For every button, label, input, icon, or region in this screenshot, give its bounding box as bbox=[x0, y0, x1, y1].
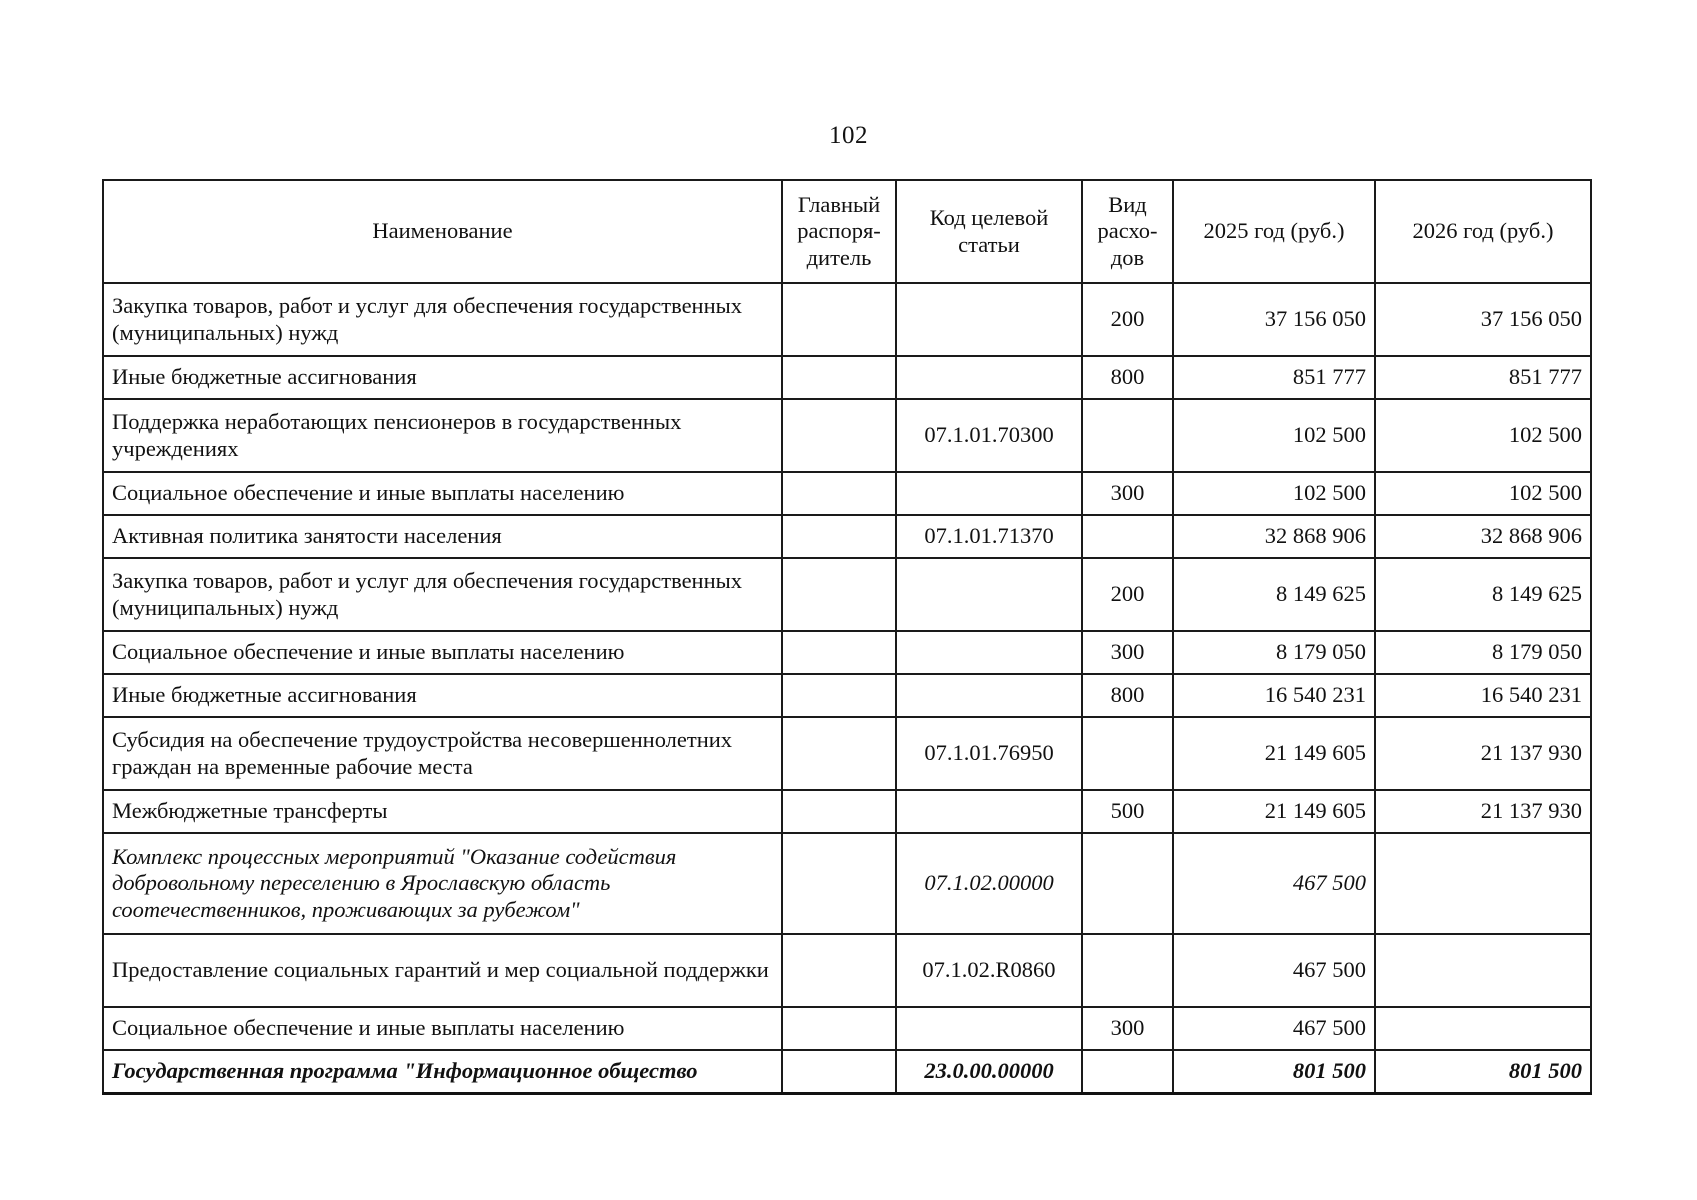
row-expense-type bbox=[1082, 1050, 1173, 1094]
table-row bbox=[103, 515, 1591, 558]
row-expense-type bbox=[1082, 833, 1173, 934]
row-expense-type: 500 bbox=[1082, 790, 1173, 833]
row-amount-2025: 467 500 bbox=[1173, 1007, 1375, 1050]
row-amount-2025: 8 179 050 bbox=[1173, 631, 1375, 674]
row-name: Субсидия на обеспечение трудоустройства несовершеннолетних граждан на временные рабочие места bbox=[103, 717, 782, 790]
row-amount-2026 bbox=[1375, 1007, 1591, 1050]
row-target-code: 23.0.00.00000 bbox=[896, 1050, 1082, 1094]
table-row bbox=[103, 717, 1591, 790]
row-amount-2026: 37 156 050 bbox=[1375, 283, 1591, 356]
table-row bbox=[103, 1007, 1591, 1050]
row-amount-2025: 467 500 bbox=[1173, 934, 1375, 1007]
row-name: Предоставление социальных гарантий и мер социальной поддержки bbox=[103, 934, 782, 1007]
table-row bbox=[103, 674, 1591, 717]
row-expense-type: 800 bbox=[1082, 674, 1173, 717]
header-expense-type: Вид расхо-дов bbox=[1082, 180, 1173, 283]
row-target-code bbox=[896, 790, 1082, 833]
row-expense-type bbox=[1082, 515, 1173, 558]
row-target-code: 07.1.02.00000 bbox=[896, 833, 1082, 934]
row-manager bbox=[782, 399, 896, 472]
row-target-code bbox=[896, 674, 1082, 717]
table-row bbox=[103, 790, 1591, 833]
row-name: Закупка товаров, работ и услуг для обеспечения государственных (муниципальных) нужд bbox=[103, 283, 782, 356]
row-target-code bbox=[896, 472, 1082, 515]
row-amount-2026: 21 137 930 bbox=[1375, 790, 1591, 833]
table-row-process-complex bbox=[103, 833, 1591, 934]
table-header-row bbox=[103, 180, 1591, 283]
row-amount-2026: 851 777 bbox=[1375, 356, 1591, 399]
row-expense-type: 200 bbox=[1082, 283, 1173, 356]
row-name: Социальное обеспечение и иные выплаты населению bbox=[103, 1007, 782, 1050]
row-target-code: 07.1.01.71370 bbox=[896, 515, 1082, 558]
table-row bbox=[103, 356, 1591, 399]
table-row bbox=[103, 558, 1591, 631]
row-manager bbox=[782, 790, 896, 833]
row-amount-2025: 21 149 605 bbox=[1173, 717, 1375, 790]
row-amount-2026: 801 500 bbox=[1375, 1050, 1591, 1094]
row-name: Иные бюджетные ассигнования bbox=[103, 674, 782, 717]
row-expense-type bbox=[1082, 934, 1173, 1007]
row-name: Комплекс процессных мероприятий "Оказание содействия добровольному переселению в Ярославскую область соотечественников, проживающих за рубежом" bbox=[103, 833, 782, 934]
row-expense-type: 300 bbox=[1082, 472, 1173, 515]
row-amount-2026: 102 500 bbox=[1375, 399, 1591, 472]
row-amount-2025: 467 500 bbox=[1173, 833, 1375, 934]
row-expense-type: 800 bbox=[1082, 356, 1173, 399]
row-amount-2026: 8 149 625 bbox=[1375, 558, 1591, 631]
table-row bbox=[103, 399, 1591, 472]
row-amount-2026: 8 179 050 bbox=[1375, 631, 1591, 674]
row-amount-2026 bbox=[1375, 833, 1591, 934]
row-name: Поддержка неработающих пенсионеров в государственных учреждениях bbox=[103, 399, 782, 472]
row-amount-2026: 21 137 930 bbox=[1375, 717, 1591, 790]
header-target-code: Код целевой статьи bbox=[896, 180, 1082, 283]
row-expense-type: 300 bbox=[1082, 631, 1173, 674]
header-name: Наименование bbox=[103, 180, 782, 283]
row-manager bbox=[782, 472, 896, 515]
row-manager bbox=[782, 674, 896, 717]
row-name: Межбюджетные трансферты bbox=[103, 790, 782, 833]
row-manager bbox=[782, 934, 896, 1007]
row-manager bbox=[782, 283, 896, 356]
table-row-state-program bbox=[103, 1050, 1591, 1094]
row-target-code: 07.1.01.76950 bbox=[896, 717, 1082, 790]
page-number: 102 bbox=[829, 122, 868, 149]
row-target-code bbox=[896, 631, 1082, 674]
header-year-2025: 2025 год (руб.) bbox=[1173, 180, 1375, 283]
row-amount-2025: 8 149 625 bbox=[1173, 558, 1375, 631]
row-expense-type bbox=[1082, 399, 1173, 472]
row-expense-type: 200 bbox=[1082, 558, 1173, 631]
row-manager bbox=[782, 717, 896, 790]
table-row bbox=[103, 934, 1591, 1007]
row-amount-2025: 801 500 bbox=[1173, 1050, 1375, 1094]
row-amount-2026: 32 868 906 bbox=[1375, 515, 1591, 558]
row-expense-type: 300 bbox=[1082, 1007, 1173, 1050]
row-name: Государственная программа "Информационное общество bbox=[103, 1050, 782, 1094]
row-target-code: 07.1.02.R0860 bbox=[896, 934, 1082, 1007]
row-amount-2025: 16 540 231 bbox=[1173, 674, 1375, 717]
row-expense-type bbox=[1082, 717, 1173, 790]
row-manager bbox=[782, 833, 896, 934]
row-manager bbox=[782, 356, 896, 399]
table-row bbox=[103, 472, 1591, 515]
row-amount-2025: 37 156 050 bbox=[1173, 283, 1375, 356]
row-manager bbox=[782, 515, 896, 558]
header-year-2026: 2026 год (руб.) bbox=[1375, 180, 1591, 283]
row-target-code: 07.1.01.70300 bbox=[896, 399, 1082, 472]
table-row bbox=[103, 631, 1591, 674]
row-amount-2025: 102 500 bbox=[1173, 472, 1375, 515]
row-manager bbox=[782, 631, 896, 674]
row-amount-2026: 16 540 231 bbox=[1375, 674, 1591, 717]
row-name: Социальное обеспечение и иные выплаты населению bbox=[103, 472, 782, 515]
row-amount-2025: 21 149 605 bbox=[1173, 790, 1375, 833]
row-amount-2026 bbox=[1375, 934, 1591, 1007]
row-name: Закупка товаров, работ и услуг для обеспечения государственных (муниципальных) нужд bbox=[103, 558, 782, 631]
row-target-code bbox=[896, 558, 1082, 631]
row-manager bbox=[782, 558, 896, 631]
row-amount-2025: 32 868 906 bbox=[1173, 515, 1375, 558]
row-amount-2026: 102 500 bbox=[1375, 472, 1591, 515]
row-amount-2025: 102 500 bbox=[1173, 399, 1375, 472]
row-manager bbox=[782, 1007, 896, 1050]
row-manager bbox=[782, 1050, 896, 1094]
row-target-code bbox=[896, 1007, 1082, 1050]
row-target-code bbox=[896, 356, 1082, 399]
row-name: Социальное обеспечение и иные выплаты населению bbox=[103, 631, 782, 674]
header-manager: Главный распоря-дитель bbox=[782, 180, 896, 283]
row-amount-2025: 851 777 bbox=[1173, 356, 1375, 399]
row-name: Активная политика занятости населения bbox=[103, 515, 782, 558]
row-name: Иные бюджетные ассигнования bbox=[103, 356, 782, 399]
table-row bbox=[103, 283, 1591, 356]
row-target-code bbox=[896, 283, 1082, 356]
budget-table bbox=[102, 179, 1592, 1095]
